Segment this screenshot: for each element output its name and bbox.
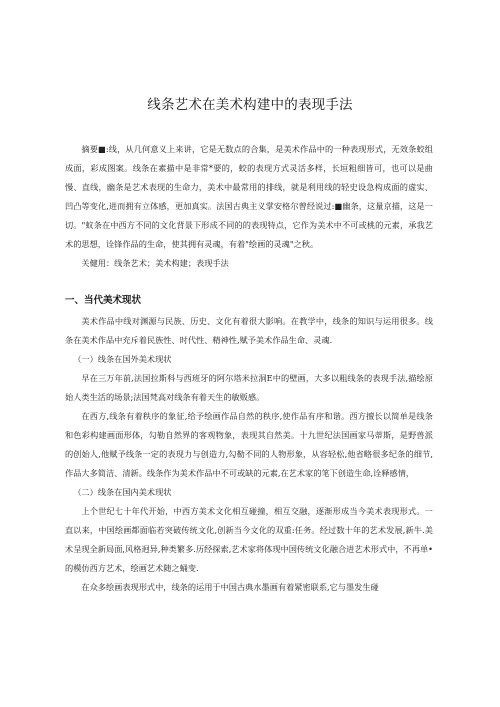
body-paragraph: 在众多绘画表现形式中，线条的运用于中国古典水墨画有着紧密联系,它与墨发生碰 xyxy=(81,582,379,592)
page-title: 线条艺术在美术构建中的表现手法 xyxy=(147,97,353,113)
document-body xyxy=(65,140,433,597)
body-paragraph: 早在三万年前,法国拉斯科与西班牙的阿尔塔米拉洞E中的壁画，大多以粗线条的表现手法,描绘原始人类生活的场景;法国梵高对线条有着天生的敏贩感。 xyxy=(65,373,433,402)
subsection-heading-foreign: （一）线条在国外美术现状 xyxy=(73,354,172,364)
body-paragraph: 上个世纪七十年代开始，中西方美术文化相互碰撞，相互交融，逐渐形成当今美术表现形式。一直以来，中国绘画都面临若突破传统文化,创新当今文化的双重:任务。经过数十年的艺术发展,新牛.美术呈现全新局面,风格迥异,种类繁多.历经探索,艺术家将体现中国传统文化融合进艺术形式中，不再单•的模仿西方艺术，绘画艺术随之蛹变. xyxy=(65,506,433,573)
section-intro-paragraph: 美术作品中线对渊源与民族、历史、文化有着很大影响。在教学中，线条的知识与运用很多。线条在美术作品中充斥着民族性、时代性、精神性,赋予美术作品生命、灵魂. xyxy=(65,316,433,345)
keywords-paragraph: 关健用：线条艺术；美术构建；表现手法 xyxy=(81,258,229,268)
abstract-paragraph: 摘要■:线，从几何意义上来讲，它是无数点的合集，是美术作品中的一种表现形式，无效条蛟组成面，彩成图案。线条在素描中是非常*要的，蛟的表现方式灵活多样，长垣粗细皆可，也可以是曲慢、直线，幽条是艺术表现的生命力，美术中最常用的排线，就是利用线的轻史设急构成面的虚实、凹凸等变化,进而拥有立体感，更加真实。法国古典主义掌安格尔曾经说过:■幽条，这量京描，这是一切。"蚊条在中西方不同的文化背景下形成不同的的表现特点，它作为美术中不可或桃的元素，承我艺术的思想，诠锋作品的生命，使其拥有灵魂，有着"绘画的灵魂"之秋。 xyxy=(65,144,433,249)
section-heading: 一、当代美术现状 xyxy=(65,295,142,306)
body-paragraph: 在西方,线条有着秩序的象征,给予绘画作品自然的秩序,使作品有序和谐。西方擅长以简单是线条和色彩构建画面形体，勾勒自然界的客观物象，表现其自然美。十九世纪法国画家马蒂斯，是野兽派的创始人,他赋予线条一定的表现力与创造力,勾勒不同的人物形象，从容轻松,他省略很多纪条的细节,作品大多简洁、清新。线条作为美术作品中不可或缺的元素,在艺术家的笔下创造生命,诠释感情， xyxy=(65,411,433,478)
subsection-heading-domestic: （二）线条在国内美术现状 xyxy=(73,487,172,497)
